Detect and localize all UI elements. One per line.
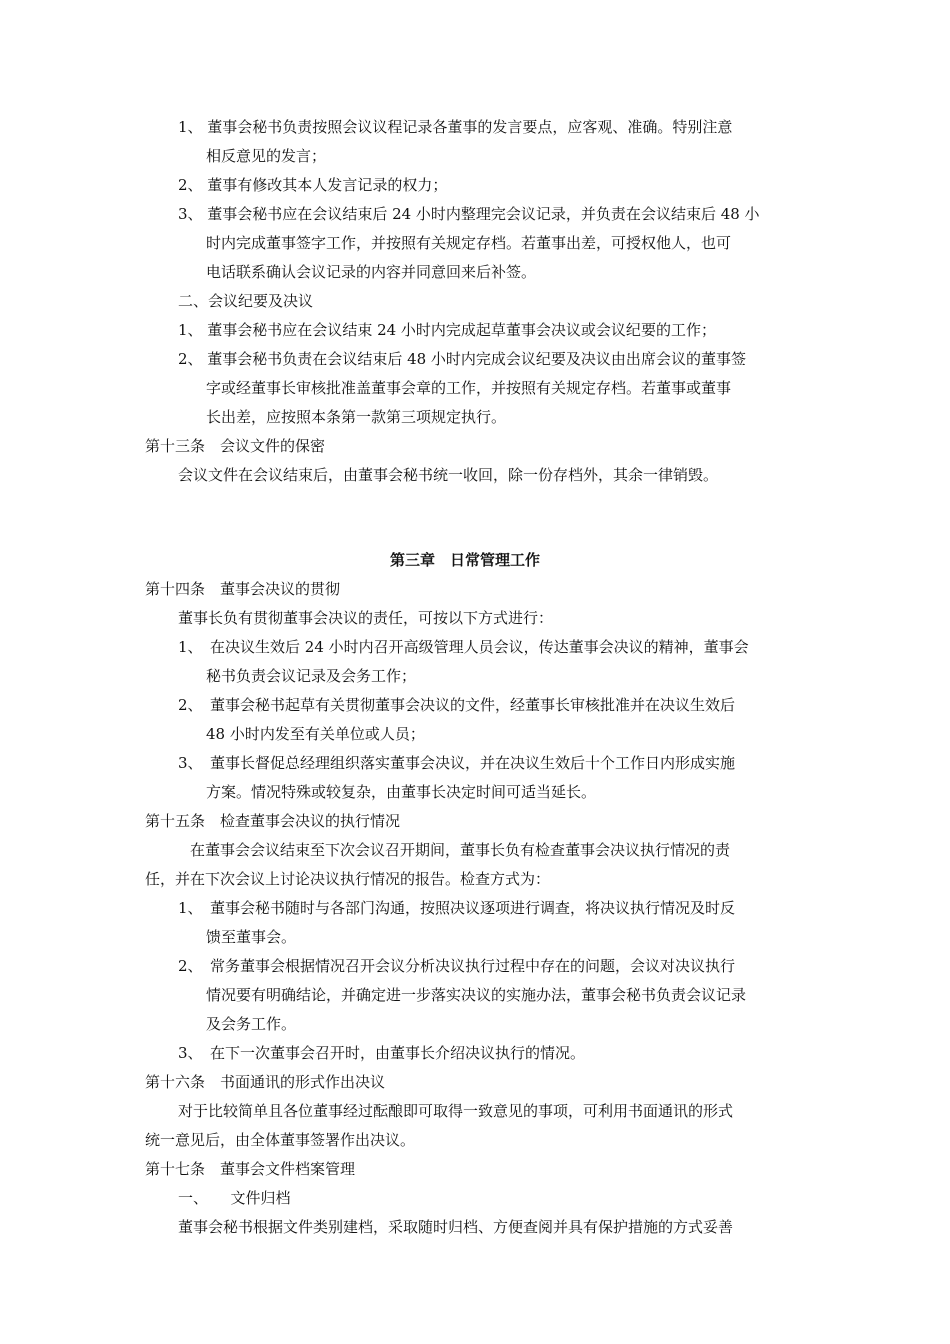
text-line: 2、 董事会秘书起草有关贯彻董事会决议的文件，经董事长审核批准并在决议生效后: [178, 696, 736, 714]
text-line: 馈至董事会。: [206, 928, 297, 946]
text-line: 情况要有明确结论，并确定进一步落实决议的实施办法，董事会秘书负责会议记录: [206, 986, 747, 1004]
text-line: 对于比较简单且各位董事经过酝酿即可取得一致意见的事项，可利用书面通讯的形式: [178, 1102, 734, 1120]
text-line: 董事长负有贯彻董事会决议的责任，可按以下方式进行：: [178, 609, 554, 627]
text-line: 董事会秘书根据文件类别建档，采取随时归档、方便查阅并具有保护措施的方式妥善: [178, 1218, 734, 1236]
text-line: 1、 在决议生效后 24 小时内召开高级管理人员会议，传达董事会决议的精神，董事会: [178, 638, 749, 656]
section-heading: 二、会议纪要及决议: [178, 292, 314, 310]
text-line: 时内完成董事签字工作，并按照有关规定存档。若董事出差，可授权他人，也可: [206, 234, 732, 252]
text-line: 方案。情况特殊或较复杂，由董事长决定时间可适当延长。: [206, 783, 597, 801]
text-line: 及会务工作。: [206, 1015, 297, 1033]
text-line: 长出差，应按照本条第一款第三项规定执行。: [206, 408, 507, 426]
text-line: 任，并在下次会议上讨论决议执行情况的报告。检查方式为：: [145, 870, 551, 888]
text-line: 1、 董事会秘书应在会议结束 24 小时内完成起草董事会决议或会议纪要的工作；: [178, 321, 716, 339]
text-line: 2、 董事会秘书负责在会议结束后 48 小时内完成会议纪要及决议由出席会议的董事签: [178, 350, 746, 368]
text-line: 3、 董事长督促总经理组织落实董事会决议，并在决议生效后十个工作日内形成实施: [178, 754, 736, 772]
article-heading: 第十六条 书面通讯的形式作出决议: [145, 1073, 386, 1091]
article-heading: 第十五条 检查董事会决议的执行情况: [145, 812, 401, 830]
text-line: 秘书负责会议记录及会务工作；: [206, 667, 417, 685]
text-line: 相反意见的发言；: [206, 147, 327, 165]
text-line: 电话联系确认会议记录的内容并同意回来后补签。: [206, 263, 537, 281]
text-line: 会议文件在会议结束后，由董事会秘书统一收回，除一份存档外，其余一律销毁。: [178, 466, 719, 484]
section-heading: 一、 文件归档: [178, 1189, 291, 1207]
text-line: 在董事会会议结束至下次会议召开期间，董事长负有检查董事会决议执行情况的责: [190, 841, 731, 859]
article-heading: 第十四条 董事会决议的贯彻: [145, 580, 341, 598]
text-line: 48 小时内发至有关单位或人员；: [206, 725, 425, 743]
chapter-title: 第三章 日常管理工作: [390, 551, 541, 569]
text-line: 3、 董事会秘书应在会议结束后 24 小时内整理完会议记录，并负责在会议结束后 48 小: [178, 205, 760, 223]
text-line: 统一意见后，由全体董事签署作出决议。: [145, 1131, 416, 1149]
text-line: 1、 董事会秘书随时与各部门沟通，按照决议逐项进行调查，将决议执行情况及时反: [178, 899, 736, 917]
article-heading: 第十三条 会议文件的保密: [145, 437, 326, 455]
text-line: 2、 董事有修改其本人发言记录的权力；: [178, 176, 448, 194]
text-line: 字或经董事长审核批准盖董事会章的工作，并按照有关规定存档。若董事或董事: [206, 379, 732, 397]
article-heading: 第十七条 董事会文件档案管理: [145, 1160, 356, 1178]
text-line: 1、 董事会秘书负责按照会议议程记录各董事的发言要点，应客观、准确。特别注意: [178, 118, 733, 136]
text-line: 3、 在下一次董事会召开时，由董事长介绍决议执行的情况。: [178, 1044, 586, 1062]
text-line: 2、 常务董事会根据情况召开会议分析决议执行过程中存在的问题，会议对决议执行: [178, 957, 736, 975]
